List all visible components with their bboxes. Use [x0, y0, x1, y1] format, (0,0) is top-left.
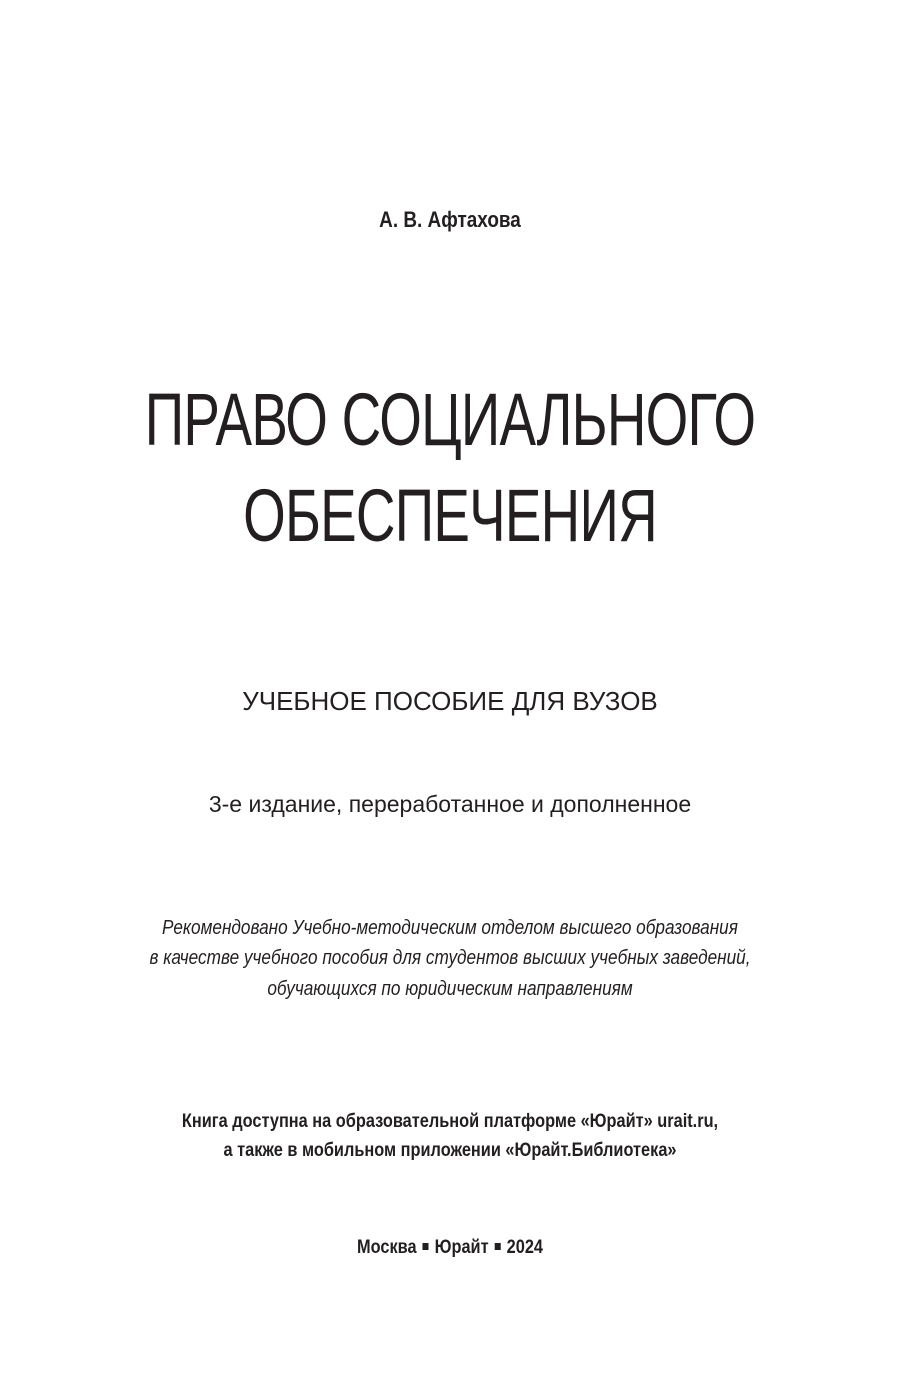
separator-square-icon — [423, 1243, 429, 1250]
recommendation-line-2: в качестве учебного пособия для студентов высших учебных заведений, — [149, 947, 751, 969]
availability-line-2: а также в мобильном приложении «Юрайт.Библиотека» — [223, 1140, 677, 1161]
book-title-line-1: ПРАВО СОЦИАЛЬНОГО — [144, 378, 756, 461]
edition-note: 3-е издание, переработанное и дополненное — [208, 791, 692, 817]
author-name: А. В. Афтахова — [379, 207, 521, 232]
availability-line-1: Книга доступна на образовательной платформе «Юрайт» urait.ru, — [181, 1111, 719, 1132]
recommendation-line-1: Рекомендовано Учебно-методическим отделом высшего образования — [162, 917, 738, 939]
book-title-line-2: ОБЕСПЕЧЕНИЯ — [243, 474, 657, 557]
imprint-year: 2024 — [506, 1237, 544, 1258]
imprint — [63, 1237, 837, 1259]
separator-square-icon — [495, 1243, 501, 1250]
recommendation-line-3: обучающихся по юридическим направлениям — [267, 978, 633, 1000]
book-subtitle: УЧЕБНОЕ ПОСОБИЕ ДЛЯ ВУЗОВ — [242, 686, 658, 716]
imprint-city: Москва — [356, 1237, 417, 1258]
imprint-publisher: Юрайт — [434, 1237, 489, 1258]
